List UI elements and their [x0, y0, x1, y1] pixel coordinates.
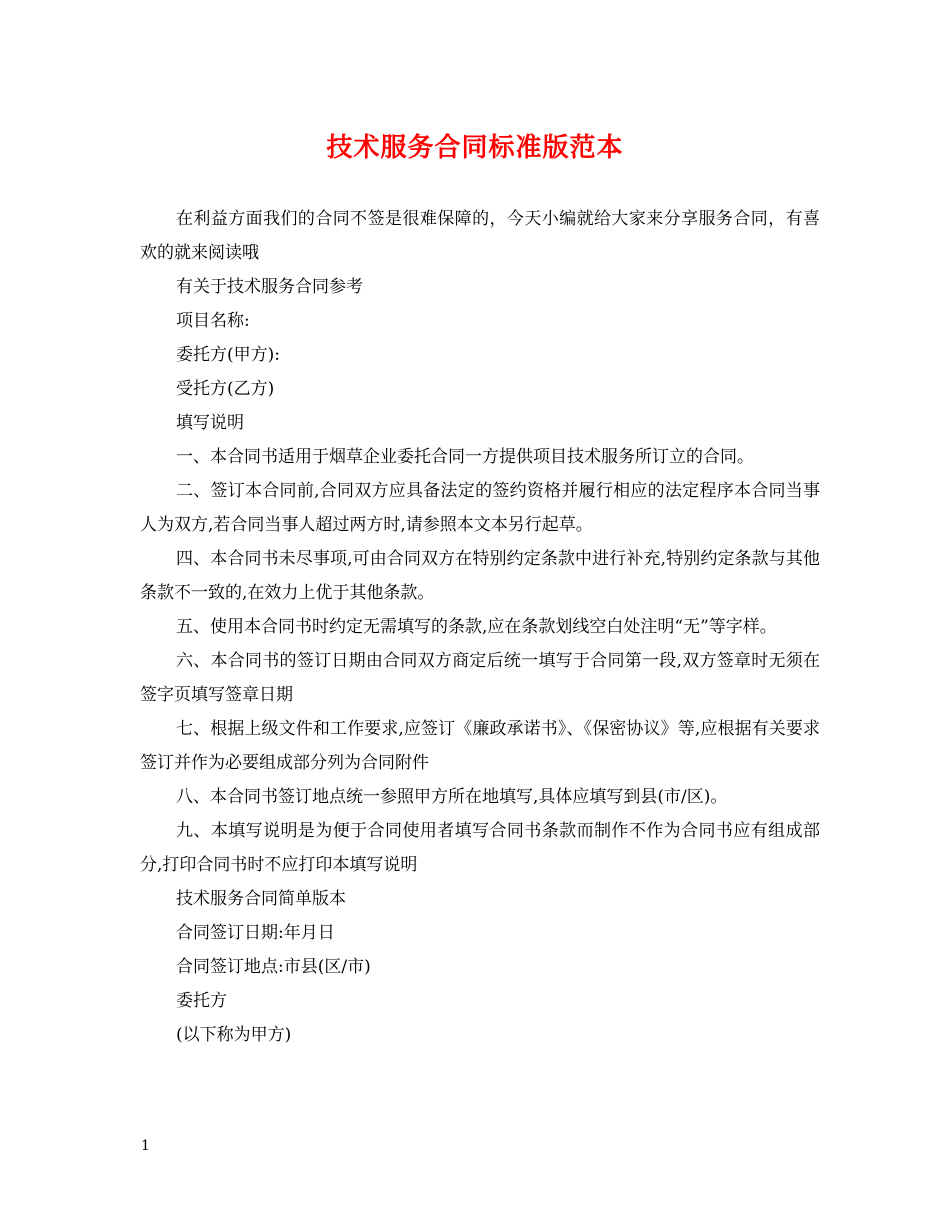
paragraph-item-2: 二、签订本合同前,合同双方应具备法定的签约资格并履行相应的法定程序本合同当事人为双方,若合同当事人超过两方时,请参照本文本另行起草。 [140, 481, 820, 535]
paragraph-item-7: 七、根据上级文件和工作要求,应签订《廉政承诺书》、《保密协议》等,应根据有关要求签订并作为必要组成部分列为合同附件 [140, 719, 820, 773]
paragraph-item-6: 六、本合同书的签订日期由合同双方商定后统一填写于合同第一段,双方签章时无须在签字页填写签章日期 [140, 651, 820, 705]
paragraph-item-1: 一、本合同书适用于烟草企业委托合同一方提供项目技术服务所订立的合同。 [176, 447, 754, 467]
paragraph-intro: 在利益方面我们的合同不签是很难保障的，今天小编就给大家来分享服务合同，有喜欢的就来阅读哦 [140, 209, 820, 263]
paragraph-party-b: 受托方(乙方) [176, 379, 275, 399]
paragraph-signing-date: 合同签订日期:年月日 [176, 923, 335, 943]
paragraph-project-name: 项目名称: [176, 311, 250, 331]
document-title: 技术服务合同标准版范本 [326, 133, 624, 163]
paragraph-item-9: 九、本填写说明是为便于合同使用者填写合同书条款而制作不作为合同书应有组成部分,打印合同书时不应打印本填写说明 [140, 821, 820, 875]
page-number: 1 [141, 1138, 150, 1154]
paragraph-reference-heading: 有关于技术服务合同参考 [176, 277, 363, 297]
paragraph-item-5: 五、使用本合同书时约定无需填写的条款,应在条款划线空白处注明“无”等字样。 [176, 617, 777, 637]
paragraph-signing-place: 合同签订地点:市县(区/市) [176, 957, 371, 977]
paragraph-client: 委托方 [176, 991, 227, 1011]
paragraph-client-note: (以下称为甲方) [176, 1025, 292, 1045]
paragraph-item-4: 四、本合同书未尽事项,可由合同双方在特别约定条款中进行补充,特别约定条款与其他条款不一致的,在效力上优于其他条款。 [140, 549, 820, 603]
paragraph-party-a: 委托方(甲方): [176, 345, 280, 365]
paragraph-simple-version-heading: 技术服务合同简单版本 [176, 889, 346, 909]
document-body [140, 202, 820, 1052]
paragraph-instructions-heading: 填写说明 [176, 413, 244, 433]
paragraph-item-8: 八、本合同书签订地点统一参照甲方所在地填写,具体应填写到县(市/区)。 [176, 787, 728, 807]
